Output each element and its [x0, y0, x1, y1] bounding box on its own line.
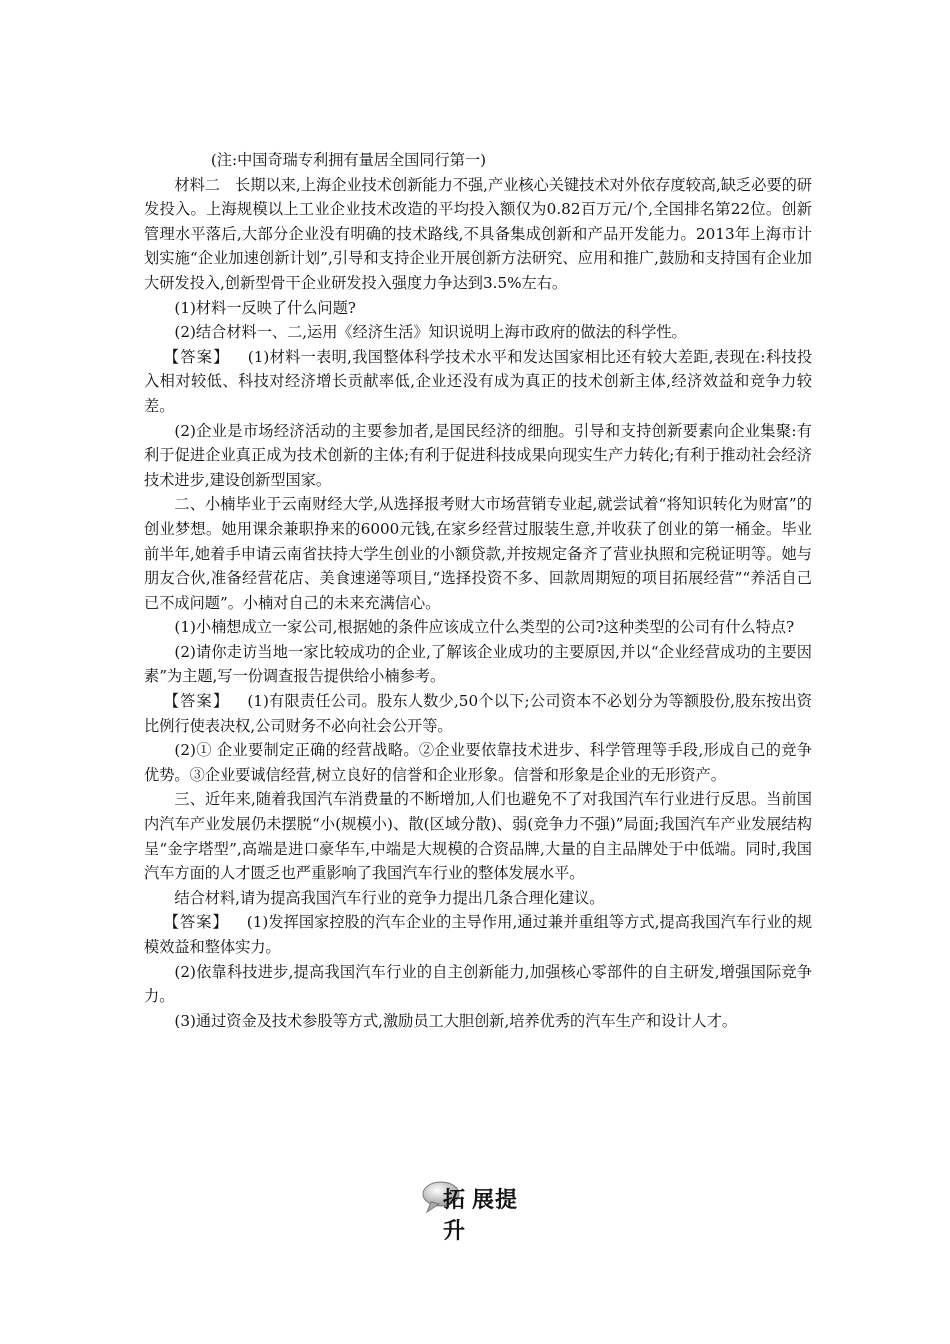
answer-2-1 [144, 689, 812, 738]
answer-2-2: (2)① 企业要制定正确的经营战略。②企业要依靠技术进步、科学管理等手段,形成自己的竞争优势。③企业要诚信经营,树立良好的信誉和企业形象。信誉和形象是企业的无形资产。 [144, 741, 812, 784]
extension-banner [421, 1178, 541, 1244]
banner-title [443, 1183, 541, 1245]
answer-3-3: (3)通过资金及技术参股等方式,激励员工大胆创新,培养优秀的汽车生产和设计人才。 [174, 1011, 738, 1030]
question-3: 结合材料,请为提高我国汽车行业的竞争力提出几条合理化建议。 [174, 888, 605, 907]
answer-2-1-text: (1)有限责任公司。股东人数少,50个以下;公司资本不必划分为等额股份,股东按出资比例行使表决权,公司财务不必向社会公开等。 [144, 692, 812, 735]
answer-3-1 [144, 910, 812, 959]
answer-1-1 [144, 345, 812, 419]
answer-1-2: (2)企业是市场经济活动的主要参加者,是国民经济的细胞。引导和支持创新要素向企业集聚:有利于促进企业真正成为技术创新的主体;有利于促进科技成果向现实生产力转化;有利于推动社会经济技术进步,建设创新型国家。 [144, 421, 812, 489]
question-1-1: (1)材料一反映了什么问题? [174, 298, 356, 317]
material-two: 材料二 长期以来,上海企业技术创新能力不强,产业核心关键技术对外依存度较高,缺乏必要的研发投入。上海规模以上工业企业技术改造的平均投入额仅为0.82百万元/个,全国排名第22位。创新管理水平落后,大部分企业没有明确的技术路线,不具备集成创新和产品开发能力。2013年上海市计划实施“企业加速创新计划”,引导和支持企业开展创新方法研究、应用和推广,鼓励和支持国有企业加大研发投入,创新型骨干企业研发投入强度力争达到3.5%左右。 [144, 175, 812, 292]
banner-rest: 展提升 [443, 1188, 519, 1244]
answer-1-1-text: (1)材料一表明,我国整体科学技术水平和发达国家相比还有较大差距,表现在:科技投入相对较低、科技对经济增长贡献率低,企业还没有成为真正的技术创新主体,经济效益和竞争力较差。 [144, 347, 813, 415]
answer-tag: 【答案】 [163, 347, 230, 366]
answer-3-2: (2)依靠科技进步,提高我国汽车行业的自主创新能力,加强核心零部件的自主研发,增强国际竞争力。 [144, 962, 812, 1006]
question-2-1: (1)小楠想成立一家公司,根据她的条件应该成立什么类型的公司?这种类型的公司有什么特点? [174, 618, 795, 637]
answer-tag: 【答案】 [163, 913, 229, 932]
answer-tag: 【答案】 [163, 692, 230, 711]
question-2-2: (2)请你走访当地一家比较成功的企业,了解该企业成功的主要原因,并以“企业经营成功的主要因素”为主题,写一份调查报告提供给小楠参考。 [144, 642, 812, 686]
question-1-2: (2)结合材料一、二,运用《经济生活》知识说明上海市政府的做法的科学性。 [174, 323, 687, 342]
section-three: 三、近年来,随着我国汽车消费量的不断增加,人们也避免不了对我国汽车行业进行反思。当前国内汽车产业发展仍未摆脱“小(规模小)、散(区域分散)、弱(竞争力不强)”局面;我国汽车产业发展结构呈“金字塔型”,高端是进口豪华车,中端是大规模的合资品牌,大量的自主品牌处于中低端。同时,我国汽车方面的人才匮乏也严重影响了我国汽车行业的整体发展水平。 [144, 790, 812, 883]
banner-first-char: 拓 [443, 1188, 467, 1213]
document-body [144, 148, 812, 1033]
answer-3-1-text: (1)发挥国家控股的汽车企业的主导作用,通过兼并重组等方式,提高我国汽车行业的规模效益和整体实力。 [144, 913, 813, 956]
note-line: (注:中国奇瑞专利拥有量居全国同行第一) [210, 151, 487, 169]
section-two: 二、小楠毕业于云南财经大学,从选择报考财大市场营销专业起,就尝试着“将知识转化为财富”的创业梦想。她用课余兼职挣来的6000元钱,在家乡经营过服装生意,并收获了创业的第一桶金。毕业前半年,她着手申请云南省扶持大学生创业的小额贷款,并按规定备齐了营业执照和完税证明等。她与朋友合伙,准备经营花店、美食速递等项目,“选择投资不多、回款周期短的项目拓展经营”“养活自己已不成问题”。小楠对自己的未来充满信心。 [144, 495, 812, 612]
